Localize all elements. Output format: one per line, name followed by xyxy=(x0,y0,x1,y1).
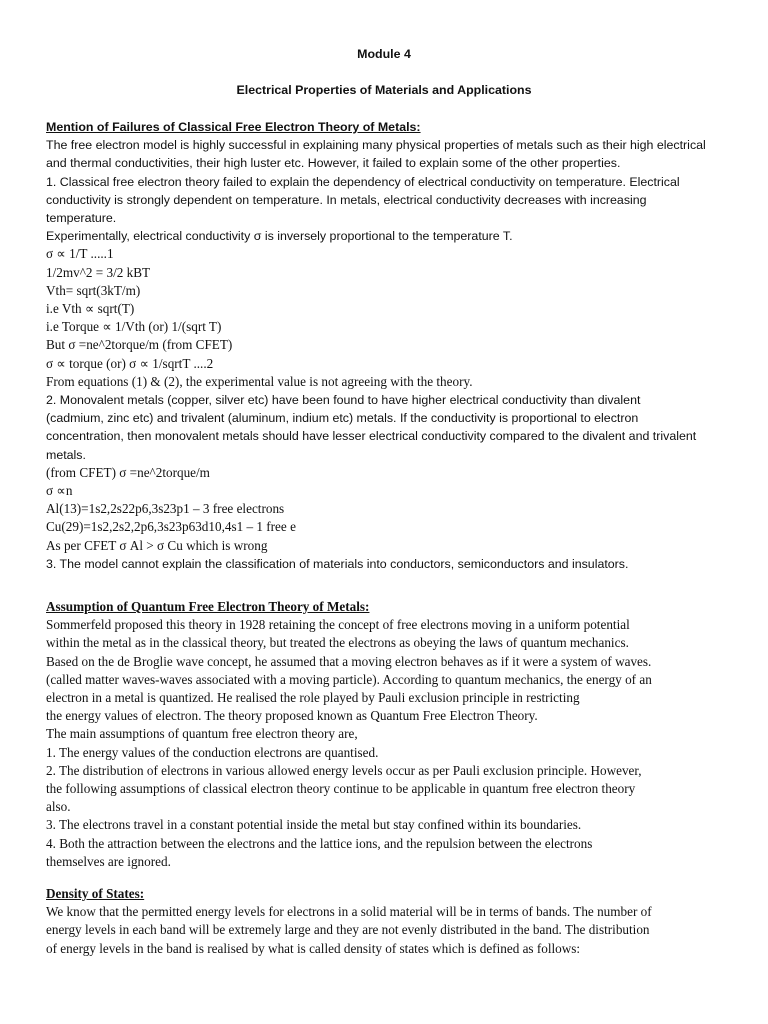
equation-line: σ ∝ 1/T .....1 xyxy=(46,246,114,262)
paragraph-line: 3. The electrons travel in a constant potential inside the metal but stay confined within its boundaries. xyxy=(46,817,582,833)
density-of-states-section xyxy=(46,885,726,958)
paragraph-line: within the metal as in the classical theory, but treated the electrons as obeying the laws of quantum mechanics. xyxy=(46,635,629,651)
equation-line: i.e Torque ∝ 1/Vth (or) 1/(sqrt T) xyxy=(46,319,222,335)
paragraph-line: and thermal conductivities, their high luster etc. However, it failed to explain some of the other properties. xyxy=(46,156,621,171)
paragraph-line: of energy levels in the band is realised by what is called density of states which is defined as follows: xyxy=(46,940,581,956)
paragraph-line: The free electron model is highly successful in explaining many physical properties of metals such as their high electrical xyxy=(46,138,706,153)
paragraph-line: We know that the permitted energy levels for electrons in a solid material will be in terms of bands. The number of xyxy=(46,904,652,920)
paragraph-line: temperature. xyxy=(46,211,117,226)
classical-theory-section xyxy=(46,118,726,573)
paragraph-line: (cadmium, zinc etc) and trivalent (aluminum, indium etc) metals. If the conductivity is proportional to electron xyxy=(46,411,639,426)
equation-line: σ ∝n xyxy=(46,483,73,499)
equation-line: Al(13)=1s2,2s22p6,3s23p1 – 3 free electrons xyxy=(46,501,285,517)
paragraph-line: 2. The distribution of electrons in various allowed energy levels occur as per Pauli exclusion principle. However, xyxy=(46,762,642,778)
equation-line: But σ =ne^2torque/m (from CFET) xyxy=(46,337,233,353)
paragraph-line: electron in a metal is quantized. He realised the role played by Pauli exclusion principle in restricting xyxy=(46,690,580,706)
paragraph-line: the energy values of electron. The theory proposed known as Quantum Free Electron Theory. xyxy=(46,708,538,724)
paragraph-line: The main assumptions of quantum free electron theory are, xyxy=(46,726,358,742)
paragraph-line: Experimentally, electrical conductivity σ is inversely proportional to the temperature T. xyxy=(46,229,513,244)
section-heading: Density of States: xyxy=(46,886,145,901)
paragraph-line: concentration, then monovalent metals should have lesser electrical conductivity compared to the divalent and trivalent xyxy=(46,429,697,444)
paragraph-line: Based on the de Broglie wave concept, he assumed that a moving electron behaves as if it were a system of waves. xyxy=(46,653,652,669)
paragraph-line: 1. Classical free electron theory failed to explain the dependency of electrical conductivity on temperature. Electrical xyxy=(46,174,680,189)
paragraph-line: metals. xyxy=(46,447,86,462)
paragraph-line: conductivity is strongly dependent on temperature. In metals, electrical conductivity decreases with increasing xyxy=(46,192,647,207)
paragraph-line: the following assumptions of classical electron theory continue to be applicable in quantum free electron theory xyxy=(46,781,636,797)
paragraph-line: themselves are ignored. xyxy=(46,853,171,869)
equation-line: (from CFET) σ =ne^2torque/m xyxy=(46,464,210,480)
equation-line: As per CFET σ Al > σ Cu which is wrong xyxy=(46,537,268,553)
section-heading: Assumption of Quantum Free Electron Theory of Metals: xyxy=(46,599,370,614)
quantum-theory-section xyxy=(46,598,726,871)
paragraph-line: Sommerfeld proposed this theory in 1928 retaining the concept of free electrons moving in a uniform potential xyxy=(46,617,630,633)
paragraph-line: (called matter waves-waves associated with a moving particle). According to quantum mechanics, the energy of an xyxy=(46,671,652,687)
document-title: Electrical Properties of Materials and Applications xyxy=(236,83,532,97)
paragraph-line: 2. Monovalent metals (copper, silver etc) have been found to have higher electrical conductivity than divalent xyxy=(46,393,641,408)
equation-line: Cu(29)=1s2,2s2,2p6,3s23p63d10,4s1 – 1 free e xyxy=(46,519,296,535)
equation-line: 1/2mv^2 = 3/2 kBT xyxy=(46,264,151,280)
equation-line: Vth= sqrt(3kT/m) xyxy=(46,282,141,298)
equation-line: From equations (1) & (2), the experimental value is not agreeing with the theory. xyxy=(46,373,473,389)
paragraph-line: 1. The energy values of the conduction electrons are quantised. xyxy=(46,744,379,760)
section-heading: Mention of Failures of Classical Free Electron Theory of Metals: xyxy=(46,120,421,134)
paragraph-line: 3. The model cannot explain the classification of materials into conductors, semiconductors and insulators. xyxy=(46,556,629,571)
equation-line: i.e Vth ∝ sqrt(T) xyxy=(46,301,135,317)
paragraph-line: energy levels in each band will be extremely large and they are not evenly distributed in the band. The distribution xyxy=(46,922,650,938)
paragraph-line: also. xyxy=(46,799,71,815)
equation-line: σ ∝ torque (or) σ ∝ 1/sqrtT ....2 xyxy=(46,355,214,371)
module-label: Module 4 xyxy=(357,47,411,61)
paragraph-line: 4. Both the attraction between the electrons and the lattice ions, and the repulsion between the electrons xyxy=(46,835,593,851)
